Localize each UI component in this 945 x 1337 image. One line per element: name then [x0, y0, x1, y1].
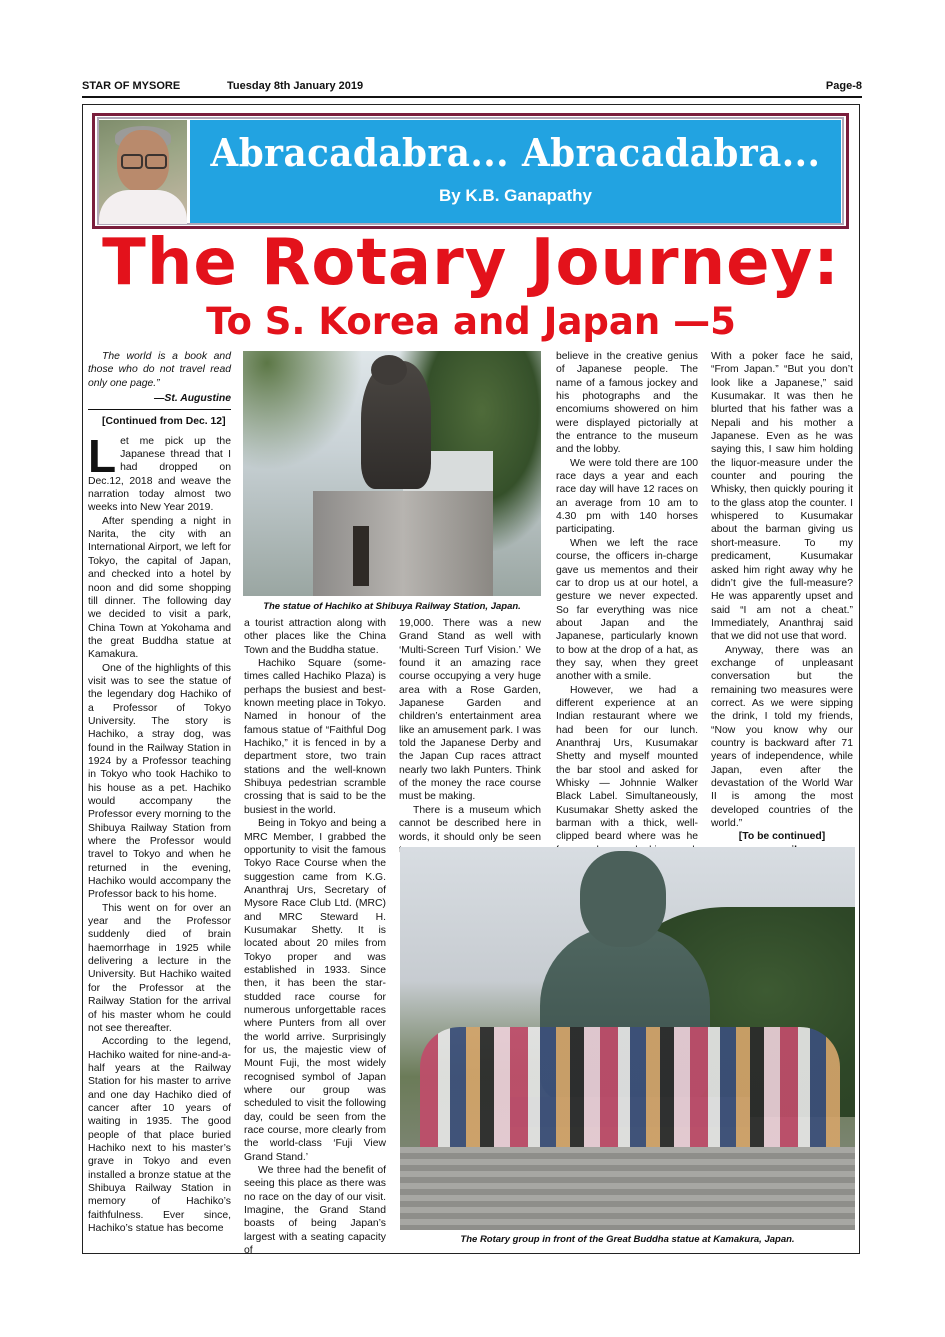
column-title-box [190, 120, 841, 223]
paragraph: 19,000. There was a new Grand Stand as well with ‘Multi-Screen Turf Vision.’ We found it an amazing race course occupying a very huge area with a Rose Garden, Japanese Garden and children’s entertainment area like an amusement park. I was told the Japanese Derby and the Japan Cup races attract nearly two lakh Punters. Think of the money the race course must be making. [399, 618, 541, 803]
column-title: Abracadabra... Abracadabra... [210, 130, 821, 175]
page-number: Page-8 [825, 80, 862, 92]
hachiko-statue-photo [243, 351, 541, 596]
photo-caption-2: The Rotary group in front of the Great Buddha statue at Kamakura, Japan. [460, 1234, 795, 1245]
epigraph-rule [88, 409, 231, 410]
paragraph: When we left the race course, the officers in-charge gave us mementos and their car to drop us at our hotel, a gesture we never expected. So far everything was nice about Japan and the Japanese, particularly known to bow at the drop of a hat, as they say, when they greet another with a smile. [556, 537, 698, 683]
masthead [82, 80, 862, 94]
paragraph: Being in Tokyo and being a MRC Member, I grabbed the opportunity to visit the famous Tokyo Race Course when the suggestion came from K.G. Ananthraj Urs, Secretary of Mysore Race Club Ltd. (MRC) and MRC Steward H. Kusumakar Shetty. It is located about 20 miles from Tokyo proper and was established in 1933. Since then, it has been the star-studded race course for numerous unforgettable races where Punters from all over the world arrive. Surprisingly for us, the majestic view of Mount Fuji, the most widely recognised symbol of Japan where our group was scheduled to visit the following day, could be seen from the race course, more clearly from the world-class ‘Fuji View Grand Stand.’ [244, 818, 386, 1163]
epigraph: The world is a book and those who do not travel read only one page.” [88, 351, 231, 389]
drop-cap: L [88, 429, 117, 482]
epigraph-author: —St. Augustine [154, 393, 231, 405]
paragraph: After spending a night in Narita, the city with an International Airport, we left for Tokyo, the capital of Japan, and checked into a hotel by noon and did some shopping till dinner. The following day we decided to visit a park, China Town at Yokohama and the great Buddha statue at Kamakura. [88, 515, 231, 661]
great-buddha-group-photo [400, 847, 855, 1230]
paragraph: believe in the creative genius of Japanese people. The name of a famous jockey and his photographs and the encomiums showered on him were displayed pictorially at the entrance to the museum and the lobby. [556, 351, 698, 456]
paragraph: Hachiko Square (some-times called Hachiko Plaza) is perhaps the busiest and best-known meeting place in Tokyo. Named in honour of the famous statue of “Faithful Dog Hachiko,” it is fenced in by a department store, two train stations and the well-known Shibuya pedestrian scramble crossing that is said to be the busiest in the world. [244, 658, 386, 816]
paragraph: However, we had a different experience at an Indian restaurant where we had been for our lunch. Ananthraj Urs, Kusumakar Shetty and myself mounted the bar stool and asked for Whisky — Johnnie Walker Black Label. Simultaneously, Kusumakar Shetty asked the barman with a thick, well-clipped beard where was he [556, 684, 698, 843]
byline: By K.B. Ganapathy [438, 186, 593, 205]
text-column-3 [399, 617, 541, 857]
text-column-4 [556, 350, 698, 884]
text-column-5 [711, 350, 853, 870]
paragraph: We three had the benefit of seeing this place as there was no race on the day of our visit. Imagine, the Grand Stand boasts of being Japan’s largest with a seating capacity of [244, 1165, 386, 1257]
text-column-1 [88, 350, 231, 1235]
lead-paragraph: Let me pick up the Japanese thread that I had dropped on Dec.12, 2018 and weave the narration today almost two weeks into New Year 2019. [88, 429, 231, 514]
newspaper-name: STAR OF MYSORE [82, 80, 181, 92]
paragraph: One of the highlights of this visit was to see the statue of the legendary dog Hachiko of a Professor of Tokyo University. The story is Hachiko, a stray dog, was found in the Railway Station in 1924 by a Professor teaching in Tokyo who took Hachiko to his house as a pet. Hachiko would accompany the Professor every morning to the Shibuya Railway Station from where the Professor would travel to Tokyo and when he returned in the evening, Hachiko would accompany the Professor back to his home. [88, 662, 231, 901]
paragraph: We were told there are 100 race days a year and each race day will have 12 races on an average from 10 am to 4.30 pm with 140 horses participating. [556, 457, 698, 536]
paragraph: a tourist attraction along with other places like the China Town and the Buddha statue. [244, 618, 386, 656]
masthead-rule [82, 96, 862, 98]
paragraph: With a poker face he said, “From Japan.” “But you don’t look like a Japanese,” said Kusumakar. It was then he blurted that his father was a Nepali and his mother a Japanese. Even as he was saying this, I saw him holding the liquor-measure under the counter and pouring the Whisky, then quickly pouring it to the glass atop the counter. I whispered to Kusumakar about the barman giving us short-measure. To my predicament, Kusumakar asked him right away why he didn’t give the full-measure? He was apparently upset and said “I am not a cheat.” Immediately, Ananthraj said that we did not use that word. [711, 351, 853, 643]
paragraph: Anyway, there was an exchange of unpleasant conversation but the remaining two measures were correct. As we were sipping the drink, I told my friends, “Now you know why our country is backward after 71 years of independence, while Japan, even after the devastation of the World War II is among the most developed countries of the world.” [711, 644, 853, 830]
photo-caption-1: The statue of Hachiko at Shibuya Railway Station, Japan. [263, 601, 521, 612]
author-portrait [99, 120, 187, 224]
to-be-continued: [To be continued] [738, 831, 826, 843]
headline: The Rotary Journey: [102, 226, 840, 300]
paragraph: This went on for over an year and the Professor suddenly died of brain haemorrhage in 1925 while delivering a lecture in the University. But Hachiko waited for the Professor at the Railway Station for the arrival of his master whom he could not see thereafter. [88, 902, 231, 1034]
paragraph: There is a museum which cannot be described here in words, it should only be seen [399, 804, 541, 843]
issue-date: Tuesday 8th January 2019 [227, 80, 364, 92]
continued-note: [Continued from Dec. 12] [102, 416, 226, 428]
text-column-2 [244, 617, 386, 1258]
paragraph: According to the legend, Hachiko waited for nine-and-a-half years at the Railway Station for his master to arrive and one day Hachiko died of cancer after 10 years of waiting in 1935. The good people of that place buried Hachiko next to his master’s grave in Tokyo and even installed a bronze statue at the Shibuya Railway Station in memory of Hachiko’s faithfulness. Ever since, Hachiko’s statue has become [88, 1036, 231, 1234]
subheadline: To S. Korea and Japan —5 [206, 300, 736, 343]
